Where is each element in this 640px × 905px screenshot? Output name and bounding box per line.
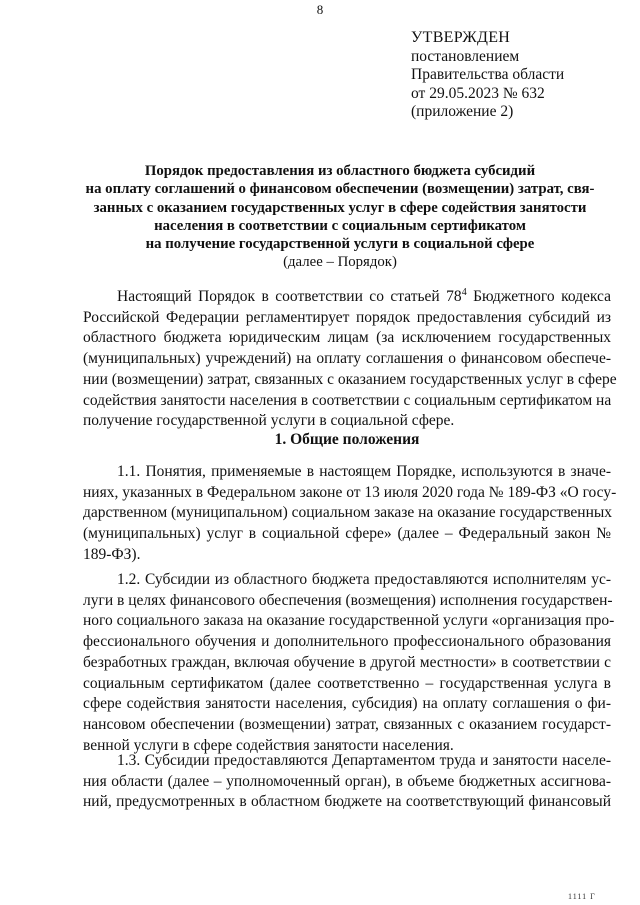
- paragraph-line: получение государственной услуги в социальной сфере.: [83, 412, 455, 430]
- paragraph-line: нии (возмещении) затрат, связанных с оказанием государственных услуг в сфере: [83, 370, 617, 388]
- title-subtitle: (далее – Порядок): [283, 254, 397, 271]
- paragraph-line: сфере содействия занятости населения, субсидия) на оплату соглашения о фи-: [83, 695, 611, 713]
- paragraph-line: 1.3. Субсидии предоставляются Департаментом труда и занятости населе-: [117, 752, 611, 769]
- title-line: на получение государственной услуги в социальной сфере: [145, 236, 535, 253]
- page-number: 8: [316, 2, 324, 17]
- article-superscript: 4: [461, 286, 467, 298]
- approval-stamp: [411, 29, 626, 122]
- paragraph-line: луги в целях финансового обеспечения (возмещения) исполнения государствен-: [83, 591, 613, 609]
- paragraph-line: безработных граждан, включая обучение в другой местности» в соответствии с: [83, 653, 611, 671]
- intro-paragraph: [83, 286, 617, 432]
- paragraph-line: 189-ФЗ).: [83, 545, 141, 563]
- title-line: на оплату соглашений о финансовом обеспечении (возмещении) затрат, свя-: [85, 181, 595, 198]
- document-title: [60, 162, 620, 272]
- paragraph-line: 1.1. Понятия, применяемые в настоящем Порядке, используются в значе-: [117, 463, 611, 480]
- paragraph-line: социальным сертификатом (далее соответственно – государственная услуга в: [83, 674, 611, 692]
- paragraph-line: нансовом обеспечении (возмещении) затрат, связанных с оказанием государст-: [83, 715, 611, 733]
- paragraph-line: (муниципальных) учреждений) на оплату соглашения о финансовом обеспече-: [83, 350, 611, 368]
- approval-line: постановлением: [411, 47, 520, 65]
- approval-title: УТВЕРЖДЕН: [411, 29, 511, 46]
- paragraph-line: венной услуги в сфере содействия занятости населения.: [83, 736, 454, 754]
- paragraph-1-3: [83, 751, 611, 813]
- paragraph-line: (муниципальных) услуг в социальной сфере» (далее – Федеральный закон №: [83, 525, 611, 543]
- paragraph-line: [83, 287, 611, 308]
- paragraph-line: областного бюджета юридическим лицам (за исключением государственных: [83, 329, 611, 347]
- title-line: населения в соответствии с социальным сертификатом: [154, 217, 526, 234]
- paragraph-line: 1.2. Субсидии из областного бюджета предоставляются исполнителям ус-: [117, 571, 611, 588]
- approval-line: Правительства области: [411, 66, 565, 83]
- intro-text: Бюджетного кодекса: [466, 288, 611, 305]
- approval-line: (приложение 2): [411, 103, 514, 120]
- title-line: Порядок предоставления из областного бюджета субсидий: [144, 163, 536, 179]
- paragraph-line: содействия занятости населения в соответствии с социальным сертификатом на: [83, 391, 612, 409]
- paragraph-1-1: [83, 462, 617, 566]
- paragraph-line: ний, предусмотренных в областном бюджете на соответствующий финансовый: [83, 793, 611, 811]
- approval-line: от 29.05.2023 № 632: [411, 84, 545, 102]
- paragraph-line: Российской Федерации регламентирует порядок предоставления субсидий из: [83, 308, 611, 326]
- intro-text: Настоящий Порядок в соответствии со статьей 78: [117, 288, 462, 305]
- paragraph-line: дарственном (муниципальном) социальном заказе на оказание государственных: [83, 504, 613, 522]
- paragraph-line: ния области (далее – уполномоченный орган), в объеме бюджетных ассигнова-: [83, 772, 611, 790]
- paragraph-line: ного социального заказа на оказание государственной услуги «организация про-: [83, 612, 615, 630]
- paragraph-line: фессионального обучения и дополнительного профессионального образования: [83, 633, 611, 651]
- title-line: занных с оказанием государственных услуг в сфере содействия занятости: [93, 199, 587, 216]
- paragraph-1-2: [83, 570, 615, 756]
- section-heading: 1. Общие положения: [274, 431, 420, 448]
- footer-mark: 1111 Г: [568, 892, 596, 901]
- paragraph-line: ниях, указанных в Федеральном законе от 13 июля 2020 года № 189-ФЗ «О госу-: [83, 483, 617, 501]
